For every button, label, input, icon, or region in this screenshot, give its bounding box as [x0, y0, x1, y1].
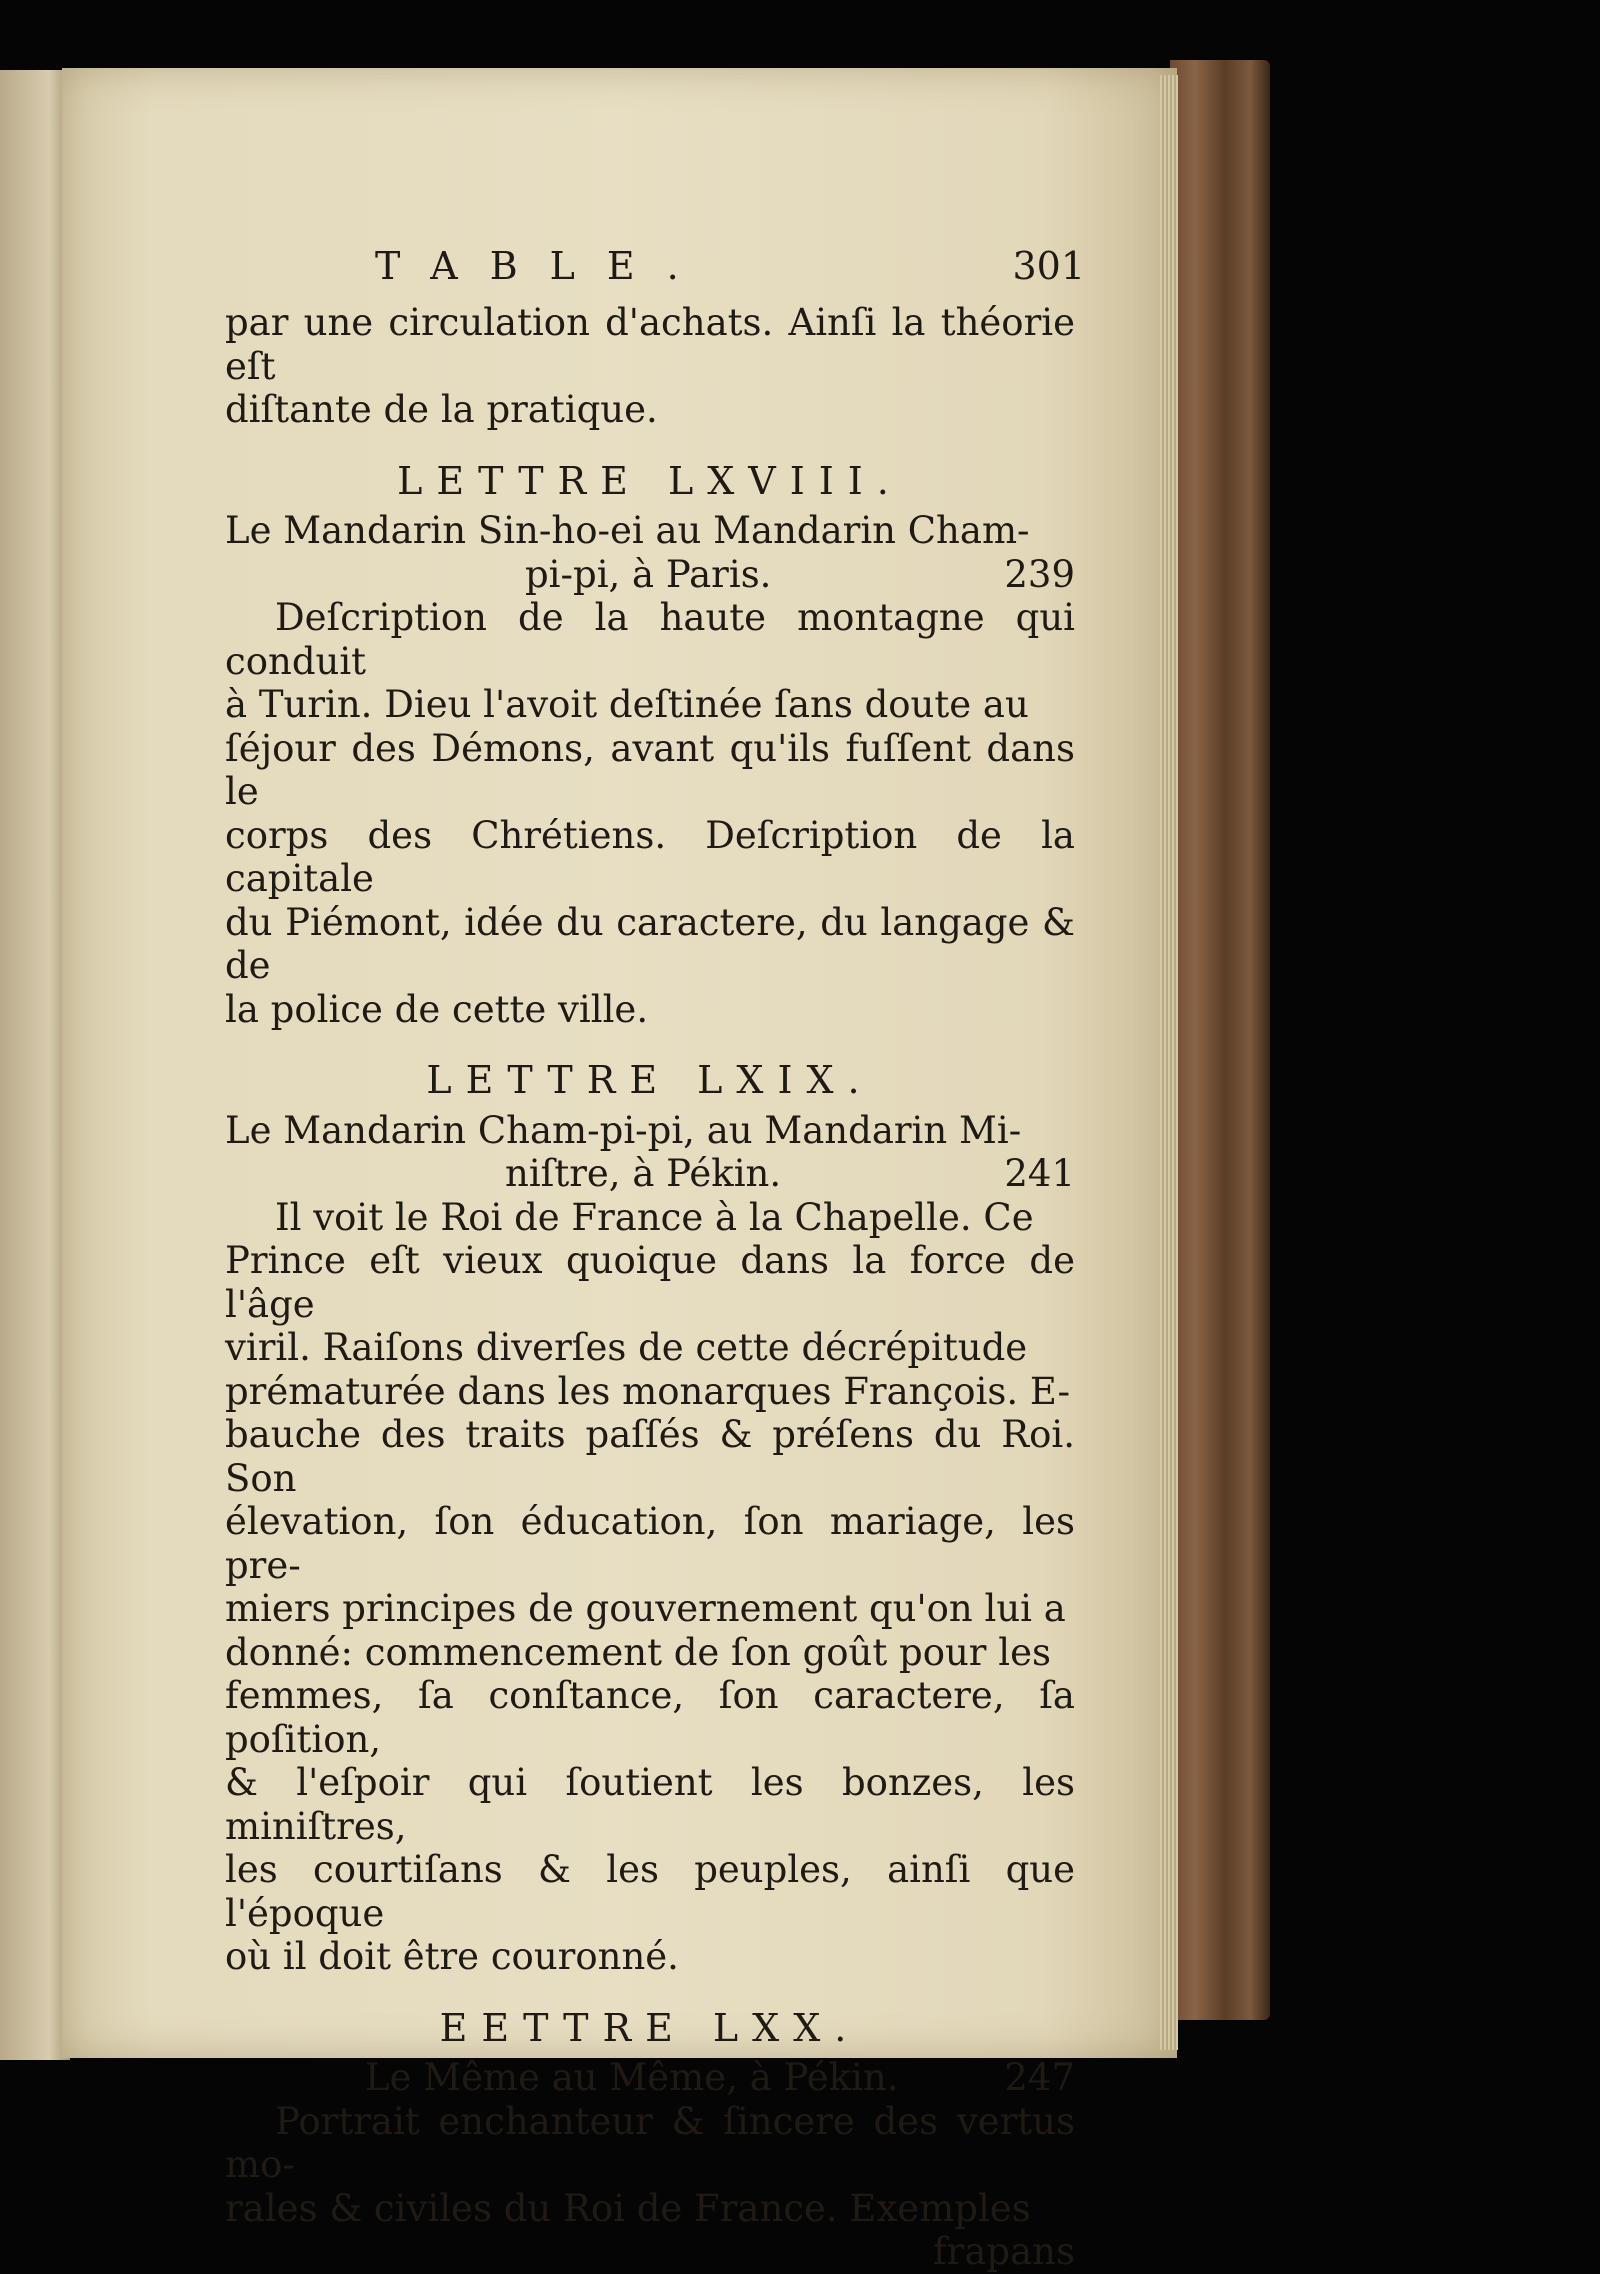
- summary-line: donné: commencement de ſon goût pour les: [225, 1630, 1051, 1674]
- summary-line: où il doit être couronné.: [225, 1935, 679, 1978]
- address-line-with-page: [225, 553, 1075, 597]
- summary-line: prématurée dans les monarques François. E-: [225, 1369, 1071, 1413]
- letter-heading: LETTRE LXVIII.: [397, 458, 903, 503]
- summary-line: bauche des traits paſſés & préſens du Roi. Son: [225, 1413, 1075, 1500]
- summary-line: Il voit le Roi de France à la Chapelle. Ce: [275, 1195, 1034, 1239]
- page-number: 301: [1012, 244, 1085, 288]
- text-line: diſtante de la pratique.: [225, 388, 658, 431]
- address-line: Le Mandarin Cham-pi-pi, au Mandarin Mi-: [225, 1108, 1022, 1152]
- address-line: pi-pi, à Paris.: [525, 552, 772, 596]
- letter-heading: LETTRE LXIX.: [426, 1058, 874, 1102]
- summary-line: rales & civiles du Roi de France. Exemples: [225, 2186, 1031, 2230]
- running-title: TABLE.: [375, 244, 711, 288]
- address-line: Le Mandarin Sin-ho-ei au Mandarin Cham-: [225, 509, 1030, 552]
- text-line: par une circulation d'achats. Ainſi la théorie eſt: [225, 301, 1075, 388]
- page-reference: 241: [1004, 1152, 1075, 1195]
- summary-line: la police de cette ville.: [225, 987, 649, 1031]
- summary-line: femmes, ſa conſtance, ſon caractere, ſa poſition,: [225, 1674, 1075, 1761]
- page-text: [225, 244, 1085, 2274]
- running-header: [225, 244, 1085, 297]
- book-cover: [1170, 60, 1270, 2020]
- summary-line: à Turin. Dieu l'avoit deſtinée ſans doute au: [225, 683, 1029, 726]
- summary-line: les courtiſans & les peuples, ainſi que l'époque: [225, 1848, 1075, 1935]
- facing-page-edge: [0, 70, 70, 2060]
- summary-line: ſéjour des Démons, avant qu'ils fuſſent dans le: [225, 726, 1075, 813]
- address-line-with-page: [225, 1152, 1075, 1196]
- address-line: Le Même au Même, à Pékin.: [365, 2056, 899, 2099]
- summary-line: élevation, ſon éducation, ſon mariage, les pre-: [225, 1500, 1075, 1587]
- page-reference: 239: [1004, 552, 1075, 596]
- address-line-with-page: [225, 2056, 1075, 2100]
- summary-line: & l'eſpoir qui ſoutient les bonzes, les miniſtres,: [225, 1761, 1075, 1848]
- letter-heading: EETTRE LXX.: [439, 2005, 861, 2050]
- summary-line: Prince eſt vieux quoique dans la force de l'âge: [225, 1239, 1075, 1326]
- page-reference: 247: [1004, 2056, 1075, 2099]
- summary-line: Deſcription de la haute montagne qui conduit: [225, 596, 1075, 683]
- summary-line: miers principes de gouvernement qu'on lui a: [225, 1587, 1066, 1630]
- summary-line: corps des Chrétiens. Deſcription de la capitale: [225, 813, 1075, 900]
- address-line: niſtre, à Pékin.: [505, 1152, 782, 1195]
- summary-line: viril. Raiſons diverſes de cette décrépitude: [225, 1326, 1028, 1369]
- summary-line: Portrait enchanteur & ſincere des vertus mo-: [225, 2099, 1075, 2186]
- page-stack-edge: [1160, 75, 1178, 2050]
- catchword: frapans: [932, 2230, 1075, 2273]
- summary-line: du Piémont, idée du caractere, du langage & de: [225, 900, 1075, 987]
